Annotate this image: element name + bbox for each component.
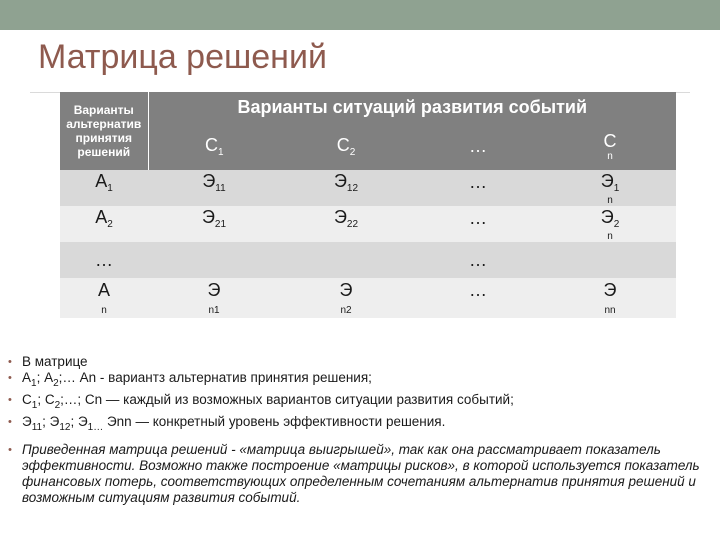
decision-matrix [60, 92, 676, 318]
description-bullets [8, 354, 708, 506]
row-label: … [95, 249, 113, 270]
bullet-item: • $С_1$; $С_2;\dots$; Сn — каждый из возможных вариантов ситуации развития событий; [8, 392, 708, 414]
subscript-text: n2 [340, 304, 352, 316]
slide-title: Матрица решений [38, 38, 327, 76]
col-header-ellipsis: … [412, 122, 544, 170]
matrix-cell: $Э_1$ [600, 170, 620, 194]
table-row-subscript [60, 302, 676, 318]
matrix-cell: Э [207, 279, 221, 300]
table-row [60, 170, 676, 194]
bullet-item: • $Э_{11}$; $Э_{12}$; $Э_{1\dots}$ Эnn — конкретный уровень эффективности решения. [8, 414, 708, 436]
corner-header: Варианты альтернатив принятия решений [60, 92, 148, 170]
bullet-item: • $А_1$; $А_2;\dots$ Аn - вариантз альтернатив принятия решения; [8, 370, 708, 392]
row-label: А [97, 279, 110, 300]
table-row [60, 278, 676, 302]
matrix-cell [280, 242, 412, 278]
matrix-cell: $Э_2$ [600, 206, 620, 230]
table-row [60, 242, 676, 278]
subscript-text: n [607, 230, 613, 242]
matrix-cell [148, 242, 280, 278]
bullet-item-note: • Приведенная матрица решений - «матрица выигрышей», так как она рассматривает показатель эффективности. Возможно также построение «матрицы рисков», в которой используется показатель финансовых потерь, соответствующих определенным сочетаниям альтернатив принятия решений и возможным ситуациям развития событий. [8, 442, 708, 506]
matrix-cell: $Э_{21}$ [201, 206, 227, 230]
table-row [60, 206, 676, 230]
matrix-cell: … [469, 249, 487, 270]
matrix-cell: $Э_{11}$ [202, 170, 226, 194]
matrix-cell: Э [603, 279, 617, 300]
row-label: $А_1$ [95, 170, 113, 194]
col-header-cn: С n [544, 122, 676, 170]
subscript-text: nn [604, 304, 616, 316]
subscript-text: n [101, 304, 107, 316]
subscript-text: n [607, 194, 613, 206]
matrix-cell: … [469, 279, 487, 300]
table-row-subscript [60, 194, 676, 206]
top-bar [0, 0, 720, 30]
col-header-c1: $С_1$ [148, 122, 280, 170]
subscript-text: n1 [208, 304, 220, 316]
matrix-cell: $Э_{22}$ [333, 206, 359, 230]
matrix-cell: Э [339, 279, 353, 300]
bullet-item: • В матрице [8, 354, 708, 370]
situations-header: Варианты ситуаций развития событий [148, 92, 676, 122]
table-row-subscript [60, 230, 676, 242]
matrix-cell [544, 242, 676, 278]
matrix-cell: $Э_{12}$ [333, 170, 359, 194]
col-header-c2: $С_2$ [280, 122, 412, 170]
matrix-cell: … [469, 171, 487, 192]
matrix-cell: … [469, 207, 487, 228]
row-label: $А_2$ [95, 206, 113, 230]
